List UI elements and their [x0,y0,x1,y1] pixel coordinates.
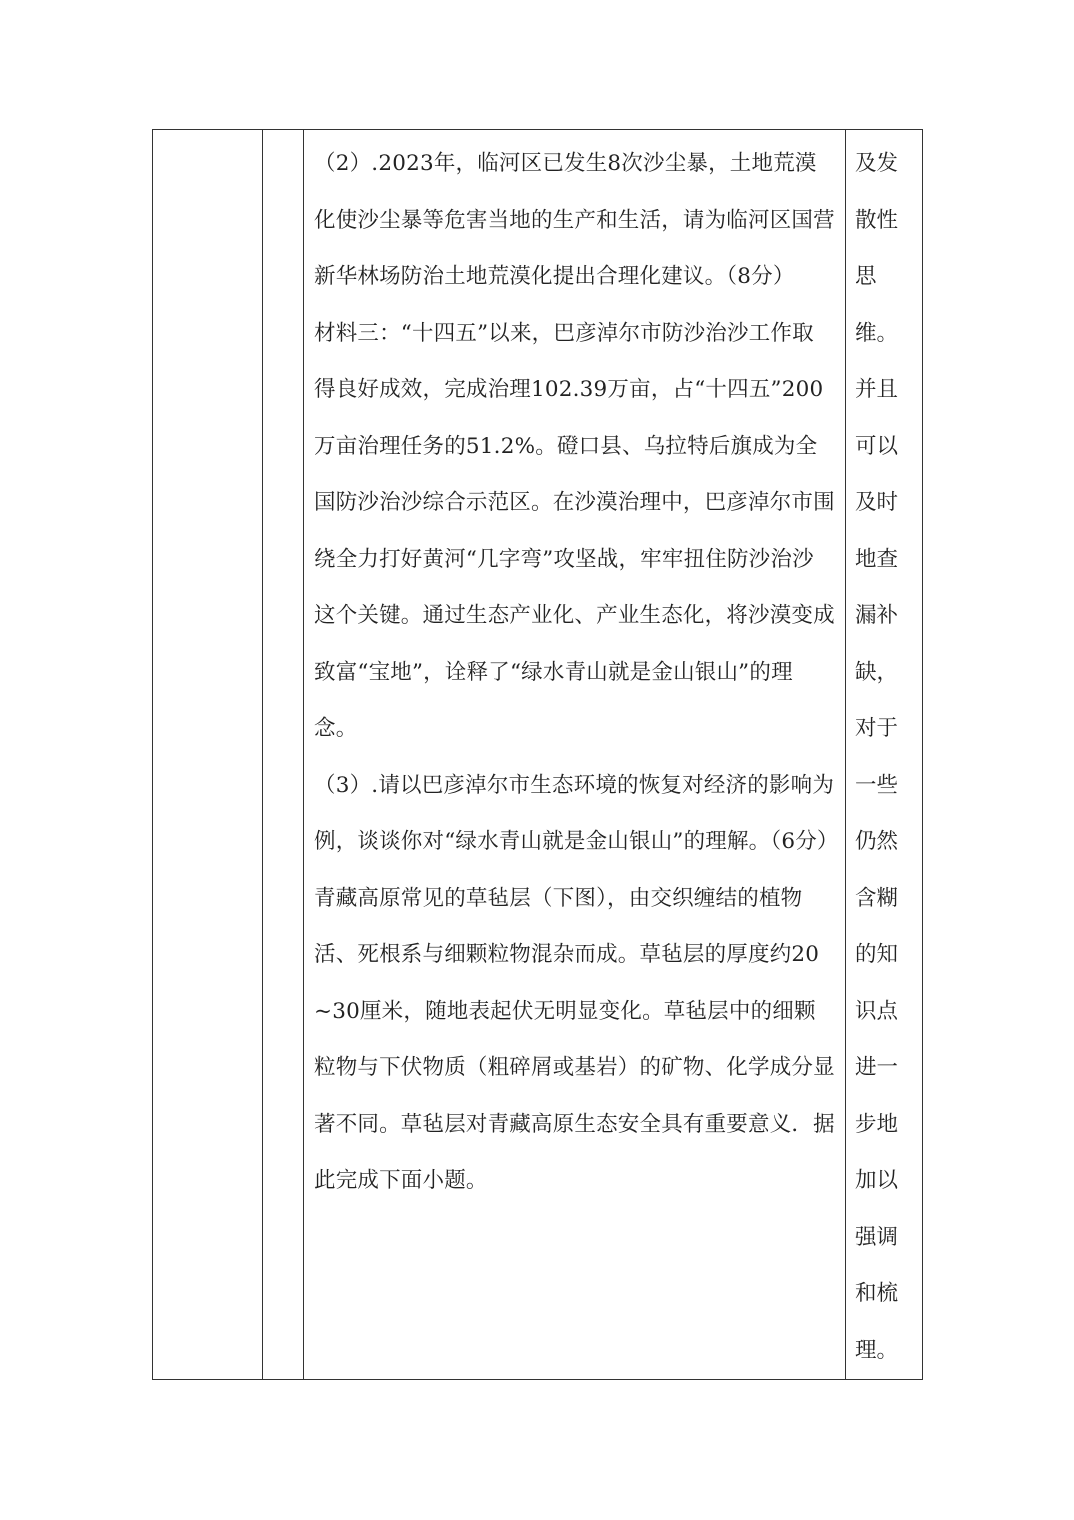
side-line: 和梳 [855,1281,899,1306]
main-text-block [304,130,845,1210]
grass-mat-paragraph: 青藏高原常见的草毡层（下图），由交织缠结的植物活、死根系与细颗粒物混杂而成。草毡层的厚度约20~30厘米，随地表起伏无明显变化。草毡层中的细颗粒物与下伏物质（粗碎屑或基岩）的矿物、化学成分显著不同。草毡层对青藏高原生态安全具有重要意义．据此完成下面小题。 [314,885,835,1193]
empty-cell-stage [153,130,263,1380]
side-line: 对于 [855,716,899,741]
question-3-paragraph: （3）.请以巴彦淖尔市生态环境的恢复对经济的影响为例，谈谈你对“绿水青山就是金山银山”的理解。（6分） [314,772,839,854]
main-content-cell [304,130,846,1380]
side-line: 缺， [855,659,899,685]
side-line: 及发 [855,151,899,176]
side-line: 地查 [855,546,899,572]
material-3-paragraph: 材料三：“十四五”以来，巴彦淖尔市防沙治沙工作取得良好成效，完成治理102.39万亩，占“十四五”200万亩治理任务的51.2%。磴口县、乌拉特后旗成为全国防沙治沙综合示范区。在沙漠治理中，巴彦淖尔市围绕全力打好黄河“几字弯”攻坚战，牢牢扭住防沙治沙这个关键。通过生态产业化、产业生态化，将沙漠变成致富“宝地”，诠释了“绿水青山就是金山银山”的理念。 [314,320,835,741]
side-line: 强调 [855,1224,899,1250]
side-line: 维。 [855,320,899,346]
side-line: 含糊 [855,885,899,911]
side-line: 并且 [855,377,899,402]
side-line: 散性 [855,207,899,233]
side-line: 思 [855,264,877,289]
side-line: 理。 [855,1337,899,1363]
side-line: 及时 [855,490,899,515]
side-line: 识点 [855,998,899,1024]
side-line: 进一 [855,1055,899,1080]
side-line: 的知 [855,942,899,967]
side-text-block [846,130,922,1379]
empty-cell-narrow [263,130,304,1380]
table-row [153,130,923,1380]
side-line: 仍然 [855,829,899,854]
side-line: 漏补 [855,603,899,628]
lesson-plan-table [152,129,923,1380]
side-line: 一些 [855,772,899,798]
question-2-paragraph: （2）.2023年，临河区已发生8次沙尘暴，土地荒漠化使沙尘暴等危害当地的生产和生活，请为临河区国营新华林场防治土地荒漠化提出合理化建议。（8分） [314,151,835,289]
side-line: 可以 [855,433,899,459]
side-line: 加以 [855,1168,899,1193]
design-intent-cell [846,130,923,1380]
side-line: 步地 [855,1111,899,1137]
